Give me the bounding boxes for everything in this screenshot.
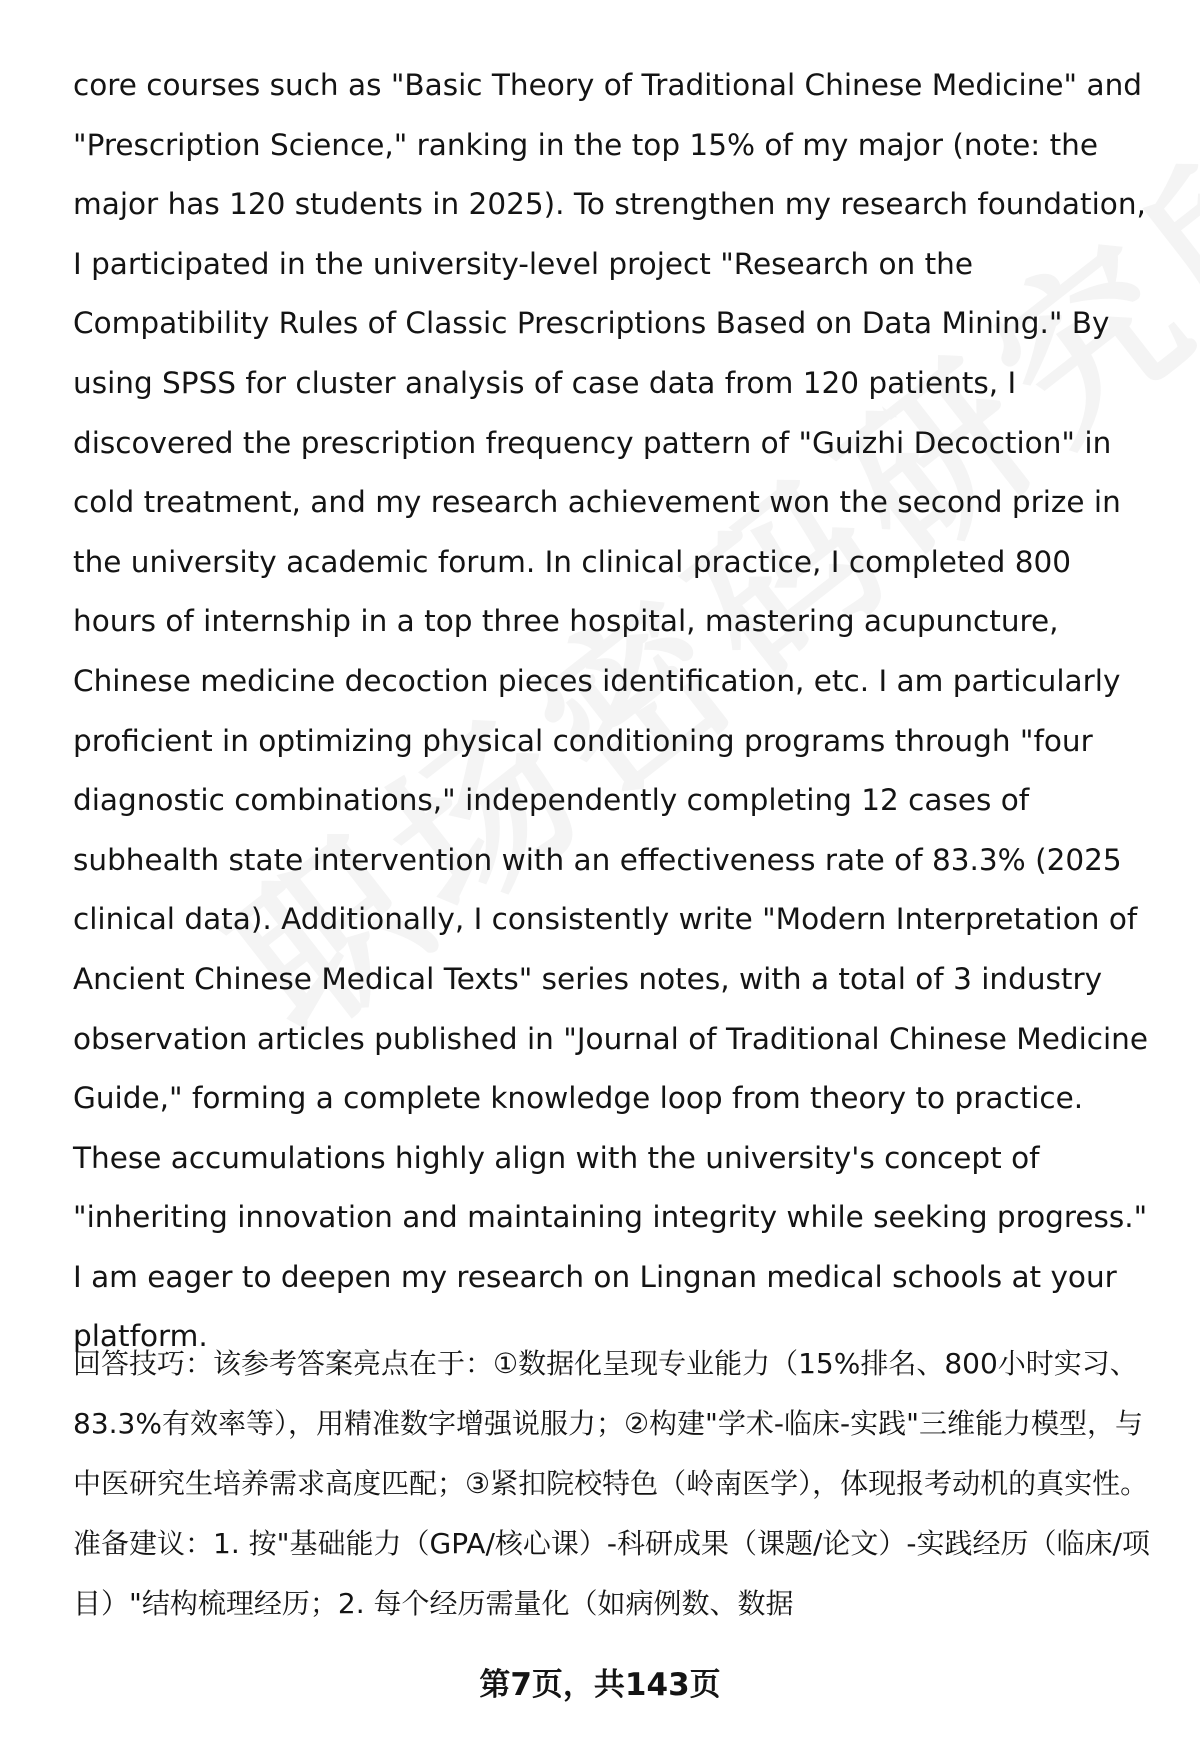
answer-tip-paragraph: 回答技巧：该参考答案亮点在于：①数据化呈现专业能力（15%排名、800小时实习、83.3%有效率等），用精准数字增强说服力；②构建"学术-临床-实践"三维能力模型，与中医研究生培养需求高度匹配；③紧扣院校特色（岭南医学），体现报考动机的真实性。准备建议：1. 按"基础能力（GPA/核心课）-科研成果（课题/论文）-实践经历（临床/项目）"结构梳理经历；2. 每个经历需量化（如病例数、数据 — [73, 1347, 1150, 1620]
answer-paragraph: core courses such as "Basic Theory of Traditional Chinese Medicine" and "Prescription Science," ranking in the top 15% of my major (note: the major has 120 students in 2025). To strengthen my research foundation, I participated in the university-level project "Research on the Compatibility Rules of Classic Prescriptions Based on Data Mining." By using SPSS for cluster analysis of case data from 120 patients, I discovered the prescription frequency pattern of "Guizhi Decoction" in cold treatment, and my research achievement won the second prize in the university academic forum. In clinical practice, I completed 800 hours of internship in a top three hospital, mastering acupuncture, Chinese medicine decoction pieces identification, etc. I am particularly proficient in optimizing physical conditioning programs through "four diagnostic combinations," independently completing 12 cases of subhealth state intervention with an effectiveness rate of 83.3% (2025 clinical data). Additionally, I consistently write "Modern Interpretation of Ancient Chinese Medical Texts" series notes, with a total of 3 industry observation articles published in "Journal of Traditional Chinese Medicine Guide," forming a complete knowledge loop from theory to practice. These accumulations highly align with the university's concept of "inheriting innovation and maintaining integrity while seeking progress." I am eager to deepen my research on Lingnan medical schools at your platform. — [73, 68, 1149, 1354]
page-number-footer: 第7页，共143页 — [479, 1667, 721, 1703]
